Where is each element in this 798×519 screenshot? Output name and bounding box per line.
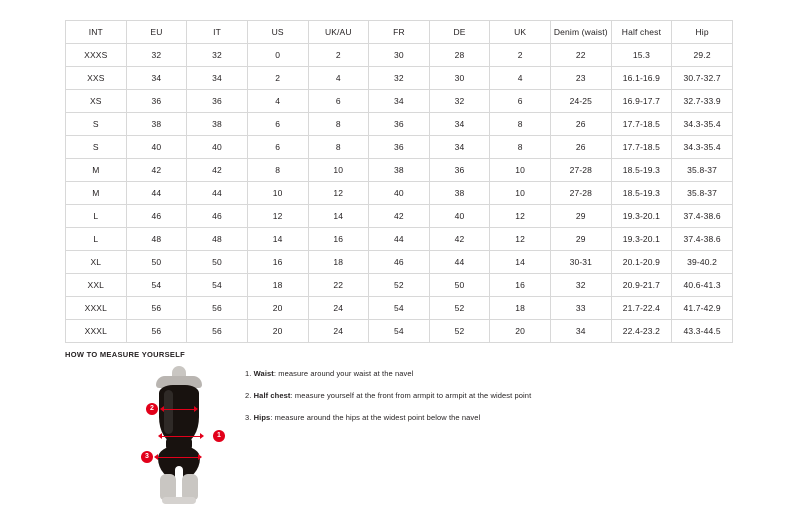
cell: 34: [126, 67, 187, 90]
cell: 52: [369, 274, 430, 297]
cell: 6: [490, 90, 551, 113]
cell: 15.3: [611, 44, 672, 67]
cell: 28: [429, 44, 490, 67]
cell: 20.1-20.9: [611, 251, 672, 274]
column-header: Half chest: [611, 21, 672, 44]
cell: M: [66, 182, 127, 205]
cell: 18: [308, 251, 369, 274]
cell: 56: [126, 297, 187, 320]
cell: 10: [247, 182, 308, 205]
cell: 30.7-32.7: [672, 67, 733, 90]
cell: 40: [369, 182, 430, 205]
cell: 8: [490, 113, 551, 136]
cell: 19.3-20.1: [611, 205, 672, 228]
cell: 16.1-16.9: [611, 67, 672, 90]
marker-half-chest: 2: [146, 403, 158, 415]
cell: XL: [66, 251, 127, 274]
hips-arrow-head-left: [154, 454, 158, 460]
measure-notes: [245, 368, 725, 434]
cell: 12: [490, 228, 551, 251]
column-header: DE: [429, 21, 490, 44]
table-row: [66, 320, 733, 343]
cell: 52: [429, 320, 490, 343]
column-header: Denim (waist): [551, 21, 612, 44]
table-row: [66, 113, 733, 136]
table-row: [66, 90, 733, 113]
note-index: 1.: [245, 369, 252, 378]
cell: XXXL: [66, 297, 127, 320]
waist-arrow-head-left: [158, 433, 162, 439]
size-table-container: [65, 20, 733, 343]
cell: 10: [490, 182, 551, 205]
cell: 8: [308, 136, 369, 159]
note-index: 3.: [245, 413, 252, 422]
measure-note-half-chest: [245, 390, 725, 401]
cell: 34.3-35.4: [672, 136, 733, 159]
cell: 26: [551, 136, 612, 159]
note-text: : measure around your waist at the navel: [273, 369, 414, 378]
measure-note-hips: [245, 412, 725, 423]
cell: 42: [429, 228, 490, 251]
column-header: UK/AU: [308, 21, 369, 44]
cell: 43.3-44.5: [672, 320, 733, 343]
cell: 35.8-37: [672, 159, 733, 182]
cell: 16: [308, 228, 369, 251]
cell: 12: [247, 205, 308, 228]
cell: 54: [369, 320, 430, 343]
cell: 18.5-19.3: [611, 159, 672, 182]
cell: 33: [551, 297, 612, 320]
table-row: [66, 274, 733, 297]
cell: 44: [126, 182, 187, 205]
cell: 6: [308, 90, 369, 113]
hips-measure-arrow: [156, 457, 200, 458]
cell: 36: [187, 90, 248, 113]
half-chest-arrow-head-left: [160, 406, 164, 412]
cell: 56: [126, 320, 187, 343]
column-header: Hip: [672, 21, 733, 44]
cell: 12: [490, 205, 551, 228]
cell: 18: [490, 297, 551, 320]
cell: 44: [187, 182, 248, 205]
column-header: US: [247, 21, 308, 44]
cell: XXL: [66, 274, 127, 297]
cell: 40: [429, 205, 490, 228]
cell: 27-28: [551, 182, 612, 205]
cell: 2: [308, 44, 369, 67]
cell: 42: [187, 159, 248, 182]
cell: 20: [490, 320, 551, 343]
table-row: [66, 228, 733, 251]
cell: 32: [187, 44, 248, 67]
cell: 18.5-19.3: [611, 182, 672, 205]
cell: S: [66, 113, 127, 136]
cell: 54: [187, 274, 248, 297]
cell: 22: [551, 44, 612, 67]
cell: 16.9-17.7: [611, 90, 672, 113]
cell: 48: [126, 228, 187, 251]
cell: 6: [247, 113, 308, 136]
table-row: [66, 251, 733, 274]
cell: 56: [187, 297, 248, 320]
cell: 36: [369, 136, 430, 159]
cell: 17.7-18.5: [611, 113, 672, 136]
cell: 8: [308, 113, 369, 136]
cell: 40.6-41.3: [672, 274, 733, 297]
cell: 32: [126, 44, 187, 67]
cell: 24: [308, 297, 369, 320]
cell: 10: [308, 159, 369, 182]
cell: 20: [247, 297, 308, 320]
cell: 37.4-38.6: [672, 228, 733, 251]
marker-hips: 3: [141, 451, 153, 463]
cell: 36: [369, 113, 430, 136]
table-row: [66, 297, 733, 320]
cell: 34: [551, 320, 612, 343]
cell: 34: [187, 67, 248, 90]
mannequin-stand: [162, 497, 196, 504]
cell: S: [66, 136, 127, 159]
cell: 30-31: [551, 251, 612, 274]
cell: XXXS: [66, 44, 127, 67]
cell: 10: [490, 159, 551, 182]
cell: 27-28: [551, 159, 612, 182]
cell: 50: [187, 251, 248, 274]
cell: XXXL: [66, 320, 127, 343]
cell: 17.7-18.5: [611, 136, 672, 159]
size-conversion-table: [65, 20, 733, 343]
cell: 50: [429, 274, 490, 297]
table-row: [66, 44, 733, 67]
cell: 44: [369, 228, 430, 251]
mannequin-illustration: [120, 362, 240, 507]
cell: 50: [126, 251, 187, 274]
column-header: FR: [369, 21, 430, 44]
cell: 32: [369, 67, 430, 90]
cell: 14: [247, 228, 308, 251]
cell: 12: [308, 182, 369, 205]
cell: 32: [551, 274, 612, 297]
how-to-measure-title: HOW TO MEASURE YOURSELF: [65, 350, 185, 359]
column-header: INT: [66, 21, 127, 44]
measure-note-waist: [245, 368, 725, 379]
cell: L: [66, 228, 127, 251]
half-chest-arrow-head-right: [194, 406, 198, 412]
cell: 4: [308, 67, 369, 90]
cell: 34: [429, 113, 490, 136]
mannequin-torso-highlight: [164, 390, 173, 434]
cell: 2: [247, 67, 308, 90]
cell: 22: [308, 274, 369, 297]
cell: M: [66, 159, 127, 182]
cell: 30: [369, 44, 430, 67]
cell: 38: [369, 159, 430, 182]
table-body: [66, 44, 733, 343]
cell: XXS: [66, 67, 127, 90]
cell: 56: [187, 320, 248, 343]
cell: 42: [126, 159, 187, 182]
cell: 4: [247, 90, 308, 113]
cell: 54: [369, 297, 430, 320]
cell: 16: [247, 251, 308, 274]
cell: 14: [308, 205, 369, 228]
cell: 26: [551, 113, 612, 136]
note-term: Waist: [253, 369, 274, 378]
cell: 18: [247, 274, 308, 297]
cell: 35.8-37: [672, 182, 733, 205]
hips-arrow-head-right: [198, 454, 202, 460]
cell: 36: [429, 159, 490, 182]
cell: 20.9-21.7: [611, 274, 672, 297]
cell: 0: [247, 44, 308, 67]
cell: 8: [247, 159, 308, 182]
note-text: : measure yourself at the front from armpit to armpit at the widest point: [290, 391, 532, 400]
cell: 40: [126, 136, 187, 159]
cell: 29: [551, 228, 612, 251]
how-to-measure-section: [65, 362, 733, 507]
table-row: [66, 182, 733, 205]
cell: 20: [247, 320, 308, 343]
cell: 23: [551, 67, 612, 90]
cell: 21.7-22.4: [611, 297, 672, 320]
cell: 24-25: [551, 90, 612, 113]
cell: 41.7-42.9: [672, 297, 733, 320]
waist-measure-arrow: [160, 436, 202, 437]
cell: 54: [126, 274, 187, 297]
cell: 16: [490, 274, 551, 297]
cell: 32.7-33.9: [672, 90, 733, 113]
cell: 34.3-35.4: [672, 113, 733, 136]
cell: 8: [490, 136, 551, 159]
cell: 38: [126, 113, 187, 136]
cell: 2: [490, 44, 551, 67]
cell: 14: [490, 251, 551, 274]
table-header-row: [66, 21, 733, 44]
cell: 40: [187, 136, 248, 159]
cell: 42: [369, 205, 430, 228]
table-row: [66, 159, 733, 182]
mannequin-waist: [166, 436, 192, 452]
cell: 24: [308, 320, 369, 343]
cell: 38: [187, 113, 248, 136]
cell: 48: [187, 228, 248, 251]
cell: 29.2: [672, 44, 733, 67]
table-row: [66, 205, 733, 228]
half-chest-measure-arrow: [162, 409, 196, 410]
cell: 19.3-20.1: [611, 228, 672, 251]
cell: 52: [429, 297, 490, 320]
cell: 36: [126, 90, 187, 113]
cell: 44: [429, 251, 490, 274]
note-index: 2.: [245, 391, 252, 400]
cell: 38: [429, 182, 490, 205]
note-term: Hips: [253, 413, 271, 422]
column-header: EU: [126, 21, 187, 44]
waist-arrow-head-right: [200, 433, 204, 439]
cell: 39-40.2: [672, 251, 733, 274]
cell: 6: [247, 136, 308, 159]
cell: 46: [369, 251, 430, 274]
cell: 29: [551, 205, 612, 228]
cell: 46: [126, 205, 187, 228]
table-row: [66, 136, 733, 159]
cell: 34: [429, 136, 490, 159]
column-header: IT: [187, 21, 248, 44]
cell: 46: [187, 205, 248, 228]
cell: 37.4-38.6: [672, 205, 733, 228]
cell: 30: [429, 67, 490, 90]
cell: 32: [429, 90, 490, 113]
cell: XS: [66, 90, 127, 113]
note-term: Half chest: [253, 391, 291, 400]
cell: 22.4-23.2: [611, 320, 672, 343]
table-header: [66, 21, 733, 44]
table-row: [66, 67, 733, 90]
cell: L: [66, 205, 127, 228]
note-text: : measure around the hips at the widest point below the navel: [270, 413, 481, 422]
marker-waist: 1: [213, 430, 225, 442]
cell: 34: [369, 90, 430, 113]
column-header: UK: [490, 21, 551, 44]
cell: 4: [490, 67, 551, 90]
